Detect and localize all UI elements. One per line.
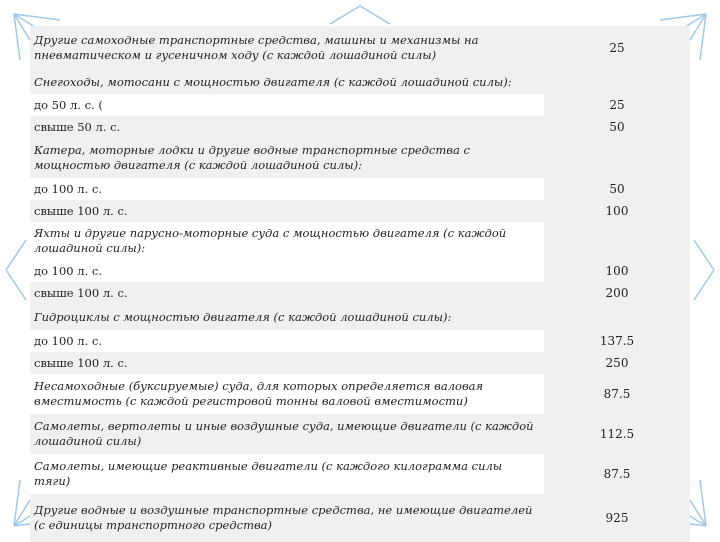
row-value: 100	[544, 200, 690, 222]
row-description: Другие самоходные транспортные средства, машины и механизмы на пневматическом и гусеничном ходу (с каждой лошадиной силы)	[30, 26, 544, 70]
table-row	[30, 260, 690, 282]
row-description: свыше 100 л. с.	[30, 352, 544, 374]
table-row	[30, 222, 690, 260]
row-description: свыше 100 л. с.	[30, 282, 544, 304]
table-row	[30, 414, 690, 454]
row-description: Самолеты, вертолеты и иные воздушные суда, имеющие двигатели (с каждой лошадиной силы)	[30, 414, 544, 454]
row-description: свыше 100 л. с.	[30, 200, 544, 222]
tax-rate-table	[30, 26, 690, 542]
table-row	[30, 282, 690, 304]
row-value: 200	[544, 282, 690, 304]
row-description: до 50 л. с. (	[30, 94, 544, 116]
row-value: 100	[544, 260, 690, 282]
table-row	[30, 178, 690, 200]
row-value: 87.5	[544, 454, 690, 494]
table-row	[30, 70, 690, 94]
table-row	[30, 374, 690, 414]
section-heading: Снегоходы, мотосани с мощностью двигателя (с каждой лошадиной силы):	[30, 70, 690, 94]
row-value: 25	[544, 26, 690, 70]
row-value	[544, 222, 690, 260]
row-value: 250	[544, 352, 690, 374]
table-row	[30, 494, 690, 542]
row-value: 925	[544, 494, 690, 542]
row-description: свыше 50 л. с.	[30, 116, 544, 138]
row-description: Самолеты, имеющие реактивные двигатели (с каждого килограмма силы тяги)	[30, 454, 544, 494]
table-row	[30, 352, 690, 374]
row-value: 112.5	[544, 414, 690, 454]
row-description: до 100 л. с.	[30, 178, 544, 200]
row-value: 137.5	[544, 330, 690, 352]
row-value	[544, 138, 690, 178]
table-row	[30, 138, 690, 178]
section-heading: Яхты и другие парусно-моторные суда с мощностью двигателя (с каждой лошадиной силы):	[30, 222, 544, 260]
table-row	[30, 94, 690, 116]
row-value: 25	[544, 94, 690, 116]
row-value: 50	[544, 116, 690, 138]
row-value: 87.5	[544, 374, 690, 414]
table-row	[30, 200, 690, 222]
table-row	[30, 26, 690, 70]
row-description: до 100 л. с.	[30, 260, 544, 282]
table-row	[30, 454, 690, 494]
table-row	[30, 304, 690, 330]
row-description: до 100 л. с.	[30, 330, 544, 352]
row-value: 50	[544, 178, 690, 200]
row-description: Другие водные и воздушные транспортные средства, не имеющие двигателей (с единицы транспортного средства)	[30, 494, 544, 542]
row-description: Несамоходные (буксируемые) суда, для которых определяется валовая вместимость (с каждой регистровой тонны валовой вместимости)	[30, 374, 544, 414]
section-heading: Катера, моторные лодки и другие водные транспортные средства с мощностью двигателя (с каждой лошадиной силы):	[30, 138, 544, 178]
section-heading: Гидроциклы с мощностью двигателя (с каждой лошадиной силы):	[30, 304, 690, 330]
table-row	[30, 330, 690, 352]
table-row	[30, 116, 690, 138]
